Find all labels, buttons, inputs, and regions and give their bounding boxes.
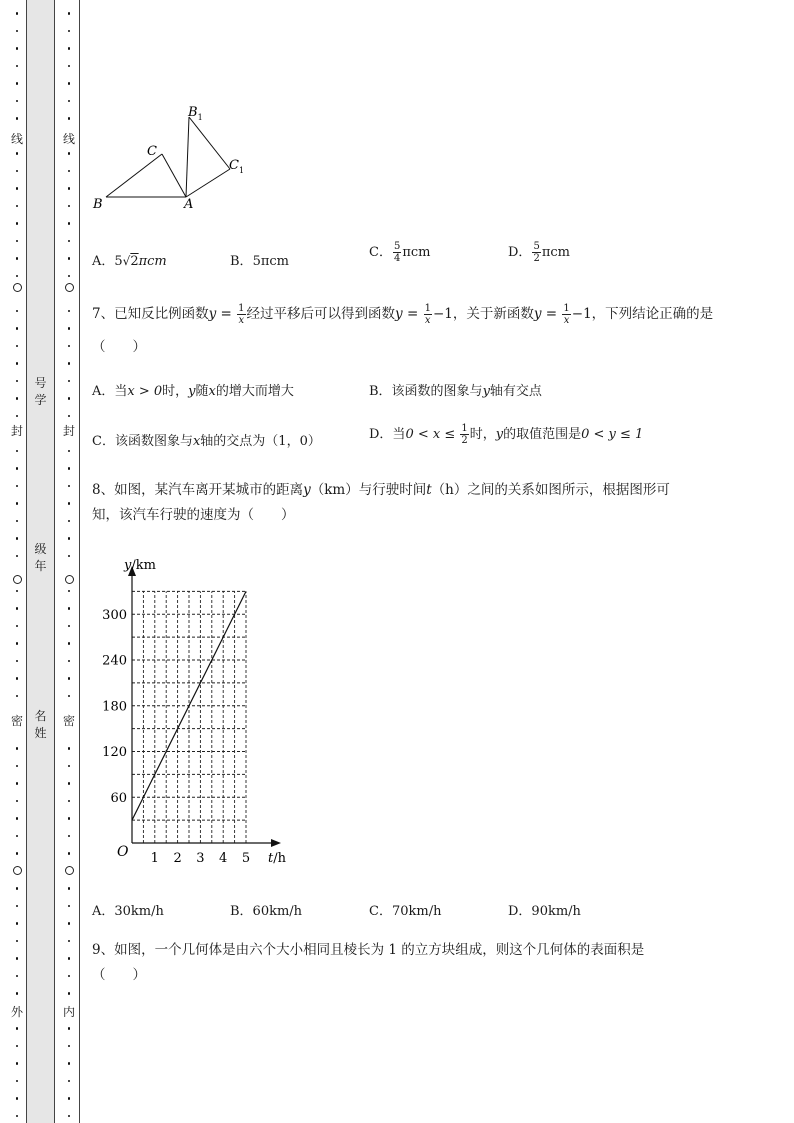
margin-dot <box>16 30 19 33</box>
segment-AC1 <box>186 169 230 197</box>
label-B: B <box>93 197 103 212</box>
q9-stem-line1: 9、如图，一个几何体是由六个大小相同且棱长为 1 的立方块组成，则这个几何体的表面积是 <box>92 942 645 958</box>
margin-ring <box>13 866 22 875</box>
margin-dot <box>68 817 71 820</box>
margin-dot <box>68 170 71 173</box>
margin-char: 封 <box>62 424 75 438</box>
origin-label: O <box>117 844 129 860</box>
q8-option-c[interactable]: C．70km/h <box>369 904 442 919</box>
y-axis-label: y/km <box>124 558 156 573</box>
margin-dot <box>16 1080 19 1083</box>
margin-dot <box>68 65 71 68</box>
margin-dot <box>16 835 19 838</box>
margin-dot <box>16 800 19 803</box>
margin-dot <box>16 660 19 663</box>
margin-dot <box>68 1097 71 1100</box>
margin-dot <box>16 590 19 593</box>
margin-dot <box>68 240 71 243</box>
margin-dot <box>16 117 19 120</box>
margin-dot <box>16 327 19 330</box>
x-tick-label: 1 <box>150 851 159 866</box>
q8-option-d[interactable]: D．90km/h <box>508 904 581 919</box>
margin-dot <box>16 485 19 488</box>
q6-option-b[interactable]: B．5πcm <box>230 254 289 269</box>
margin-dot <box>68 100 71 103</box>
margin-dot <box>16 345 19 348</box>
margin-dot <box>16 82 19 85</box>
margin-char: 密 <box>62 714 75 728</box>
x-axis-arrow <box>271 839 281 847</box>
margin-dot <box>68 695 71 698</box>
margin-dot <box>68 1062 71 1065</box>
margin-dot <box>16 992 19 995</box>
margin-dot <box>16 537 19 540</box>
margin-char: 密 <box>10 714 23 728</box>
margin-dot <box>68 327 71 330</box>
label-B1: $B_1$ <box>188 105 203 122</box>
margin-char: 封 <box>10 424 23 438</box>
margin-dot <box>16 940 19 943</box>
margin-dot <box>68 905 71 908</box>
margin-dot <box>16 467 19 470</box>
margin-dot <box>68 275 71 278</box>
y-tick-label: 180 <box>102 699 127 715</box>
binding-right-rule <box>79 0 80 1123</box>
margin-dot <box>16 747 19 750</box>
q9-stem <box>92 939 752 986</box>
rotation-figure <box>86 98 256 218</box>
margin-dot <box>68 922 71 925</box>
margin-dot <box>68 940 71 943</box>
margin-dot <box>68 1045 71 1048</box>
margin-dot <box>68 625 71 628</box>
margin-dot <box>16 607 19 610</box>
margin-dot <box>16 310 19 313</box>
y-tick-label: 60 <box>110 790 127 806</box>
margin-ring <box>13 283 22 292</box>
margin-dot <box>68 152 71 155</box>
margin-dot <box>16 1027 19 1030</box>
margin-dot <box>16 257 19 260</box>
margin-dot <box>68 205 71 208</box>
margin-dot <box>16 380 19 383</box>
q8-option-b[interactable]: B．60km/h <box>230 904 303 919</box>
margin-dot <box>16 397 19 400</box>
margin-dot <box>16 415 19 418</box>
margin-dot <box>16 502 19 505</box>
margin-char: 线 <box>10 132 23 146</box>
margin-dot <box>68 222 71 225</box>
margin-dot <box>68 502 71 505</box>
margin-dot <box>68 975 71 978</box>
margin-dot <box>68 30 71 33</box>
margin-dot <box>16 47 19 50</box>
y-tick-label: 240 <box>102 653 127 669</box>
margin-dot <box>68 660 71 663</box>
margin-dot <box>68 415 71 418</box>
margin-dot <box>68 12 71 15</box>
x-tick-label: 3 <box>196 851 205 866</box>
margin-dot <box>68 992 71 995</box>
margin-char: 线 <box>62 132 75 146</box>
margin-dot <box>68 590 71 593</box>
margin-dot <box>16 695 19 698</box>
margin-dot <box>68 257 71 260</box>
margin-dot <box>16 1097 19 1100</box>
q7-option-d[interactable]: D．当0 < x ≤ $\frac{1}{2}$ 时，y的取值范围是0 < y ≤ 1 <box>369 423 644 446</box>
margin-dot <box>68 957 71 960</box>
margin-ring <box>65 575 74 584</box>
margin-dot <box>68 765 71 768</box>
x-axis-label: t/h <box>268 851 286 866</box>
margin-dot <box>16 222 19 225</box>
distance-time-chart <box>95 552 305 872</box>
margin-dot <box>68 345 71 348</box>
margin-dot <box>68 1080 71 1083</box>
segment-BC <box>106 154 162 197</box>
margin-dot <box>16 677 19 680</box>
margin-dot <box>16 450 19 453</box>
margin-dot <box>16 1045 19 1048</box>
margin-dot <box>68 380 71 383</box>
margin-dot <box>16 957 19 960</box>
margin-dot <box>68 310 71 313</box>
margin-dot <box>16 852 19 855</box>
margin-dot <box>68 82 71 85</box>
margin-dot <box>16 975 19 978</box>
label-C: C <box>147 144 157 159</box>
margin-dot <box>68 747 71 750</box>
margin-ring <box>13 575 22 584</box>
margin-dot <box>68 1027 71 1030</box>
margin-char: 内 <box>62 1005 75 1019</box>
margin-dot <box>68 537 71 540</box>
margin-dot <box>68 397 71 400</box>
margin-dot <box>16 817 19 820</box>
margin-dot <box>16 65 19 68</box>
margin-dot <box>16 555 19 558</box>
margin-dot <box>68 782 71 785</box>
y-tick-label: 120 <box>102 745 127 760</box>
q6-option-d[interactable]: D． $\frac{5}{2}$ πcm <box>508 241 570 264</box>
margin-dot <box>16 520 19 523</box>
margin-dot <box>16 625 19 628</box>
margin-dot <box>16 782 19 785</box>
margin-dot <box>16 205 19 208</box>
label-A: A <box>184 197 194 212</box>
q7-stem: 7、已知反比例函数y = $\frac{1}{x}$ 经过平移后可以得到函数y = $\frac{1}{x}$ −1，关于新函数y = $\frac{1}{x}$ −1，下列结论正确的是 <box>92 303 714 326</box>
margin-dot <box>68 677 71 680</box>
margin-dot <box>16 765 19 768</box>
margin-ring <box>65 283 74 292</box>
margin-dot <box>68 607 71 610</box>
margin-dot <box>16 362 19 365</box>
q7-option-a[interactable]: A．当x > 0时，y随x的增大而增大 <box>92 384 294 399</box>
margin-dot <box>16 642 19 645</box>
margin-ring <box>65 866 74 875</box>
margin-dot <box>16 905 19 908</box>
margin-dot <box>68 852 71 855</box>
q7-option-c[interactable]: C．该函数图象与x轴的交点为（1，0） <box>92 434 321 449</box>
x-tick-label: 4 <box>219 851 228 866</box>
band-label-xuehao: 号 学 <box>34 376 47 407</box>
margin-dot <box>16 1115 19 1118</box>
margin-dot <box>16 887 19 890</box>
margin-dot <box>16 170 19 173</box>
x-tick-label: 5 <box>241 851 251 866</box>
q8-stem-line2: 知，该汽车行驶的速度为（ ） <box>92 507 295 523</box>
margin-dot <box>68 642 71 645</box>
label-C1: $C_1$ <box>229 158 245 175</box>
margin-dot <box>16 187 19 190</box>
y-tick-label: 300 <box>102 607 127 623</box>
margin-dot <box>68 485 71 488</box>
x-tick-label: 2 <box>173 851 182 866</box>
margin-dot <box>16 240 19 243</box>
margin-dot <box>68 362 71 365</box>
band-label-nianji: 级 年 <box>34 542 47 573</box>
q7-answer-paren: （ ） <box>92 339 146 355</box>
segment-B1C1 <box>189 117 230 169</box>
q6-option-a[interactable]: A．5√2πcm <box>92 254 167 269</box>
margin-dot <box>68 47 71 50</box>
margin-dot <box>68 1115 71 1118</box>
margin-dot <box>68 520 71 523</box>
margin-dot <box>68 467 71 470</box>
margin-dot <box>68 555 71 558</box>
margin-dot <box>68 835 71 838</box>
margin-dot <box>16 1062 19 1065</box>
margin-dot <box>16 12 19 15</box>
segment-CA <box>162 154 186 197</box>
margin-dot <box>16 152 19 155</box>
margin-dot <box>16 100 19 103</box>
margin-dot <box>68 187 71 190</box>
margin-dot <box>68 800 71 803</box>
q8-option-a[interactable]: A．30km/h <box>92 904 164 919</box>
margin-dot <box>16 275 19 278</box>
segment-AB1 <box>186 117 189 197</box>
left-binding-column <box>10 0 24 1123</box>
q8-stem-line1: 8、如图，某汽车离开某城市的距离y（km）与行驶时间t（h）之间的关系如图所示，根据图形可 <box>92 482 670 498</box>
margin-dot <box>68 887 71 890</box>
q6-option-c[interactable]: C． $\frac{5}{4}$ πcm <box>369 241 431 264</box>
q9-answer-paren: （ ） <box>92 967 146 983</box>
margin-char: 外 <box>10 1005 23 1019</box>
margin-dot <box>16 922 19 925</box>
margin-dot <box>68 117 71 120</box>
q7-option-b[interactable]: B．该函数的图象与y轴有交点 <box>369 384 542 399</box>
right-binding-column <box>62 0 76 1123</box>
q8-stem <box>92 479 752 526</box>
band-label-xingming: 名 姓 <box>34 709 47 740</box>
margin-dot <box>68 450 71 453</box>
